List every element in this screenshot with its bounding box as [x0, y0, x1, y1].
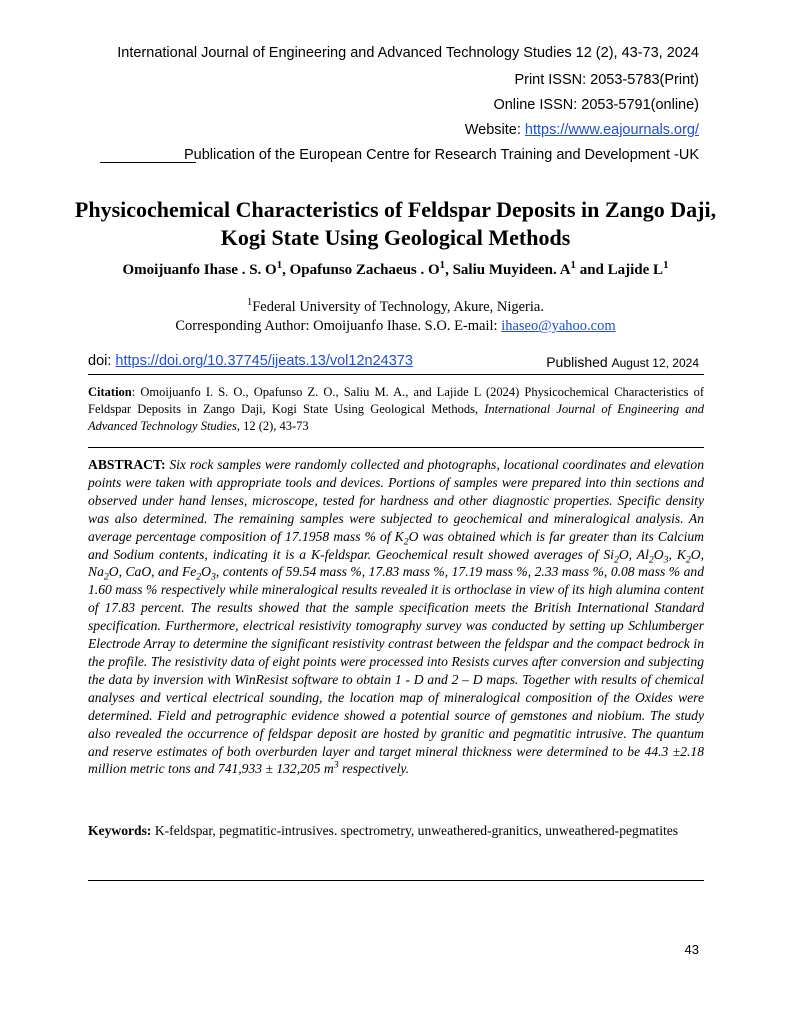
author-separator: and — [575, 262, 608, 278]
keywords-text: K-feldspar, pegmatitic-intrusives. spectrometry, unweathered-granitics, unweathered-pegmatites — [151, 823, 679, 838]
abstract-label: ABSTRACT: — [88, 457, 166, 472]
divider — [88, 880, 704, 881]
paper-title: Physicochemical Characteristics of Feldspar Deposits in Zango Daji, Kogi State Using Geological Methods — [74, 197, 717, 250]
divider — [88, 374, 704, 375]
author-list — [60, 259, 731, 279]
published-label: Published — [546, 354, 612, 370]
website-line — [465, 122, 699, 138]
author-separator: , — [282, 262, 290, 278]
doi-line — [88, 353, 413, 369]
citation-text: : Omoijuanfo I. S. O., Opafunso Z. O., Saliu M. A., and Lajide L (2024) Physicochemical Characteristics of Feldspar Deposits in Zango Daji, Kogi State Using Geological Methods, — [88, 385, 704, 416]
header-rule — [100, 162, 196, 163]
citation-label: Citation — [88, 385, 132, 399]
journal-header-line: International Journal of Engineering and Advanced Technology Studies 12 (2), 43-73, 2024 — [117, 45, 699, 61]
doi-link[interactable]: https://doi.org/10.37745/ijeats.13/vol12n24373 — [115, 353, 413, 369]
website-label: Website: — [464, 122, 525, 138]
author-name: Saliu Muyideen. A — [452, 262, 571, 278]
author-affiliation-marker: 1 — [663, 259, 669, 271]
author-separator: , — [445, 262, 453, 278]
citation-tail: , 12 (2), 43-73 — [236, 419, 309, 433]
author-affiliation-marker: 1 — [276, 259, 283, 271]
author-name: Omoijuanfo Ihase . S. O — [122, 262, 277, 278]
online-issn: Online ISSN: 2053-5791(online) — [493, 97, 699, 113]
keywords-block — [88, 822, 704, 840]
affiliation-marker: 1 — [247, 297, 253, 309]
doi-label: doi: — [88, 353, 116, 369]
abstract-block — [88, 456, 704, 778]
email-link[interactable]: ihaseo@yahoo.com — [501, 318, 616, 334]
website-link[interactable]: https://www.eajournals.org/ — [524, 122, 699, 138]
citation-journal: International Journal of Engineering and Advanced Technology Studies — [88, 402, 704, 433]
author-name: Opafunso Zachaeus . O — [289, 262, 440, 278]
author-affiliation-marker: 1 — [439, 259, 446, 271]
divider — [88, 447, 704, 448]
print-issn: Print ISSN: 2053-5783(Print) — [514, 72, 699, 88]
corresponding-text: Corresponding Author: Omoijuanfo Ihase. S.O. E-mail: — [175, 318, 502, 334]
publisher-line: Publication of the European Centre for Research Training and Development -UK — [183, 147, 699, 163]
affiliation-text: Federal University of Technology, Akure, Nigeria. — [252, 299, 544, 315]
corresponding-author — [60, 318, 731, 335]
published-date: August 12, 2024 — [611, 356, 699, 370]
published-line — [546, 354, 699, 370]
page-number: 43 — [684, 942, 699, 957]
affiliation — [60, 299, 731, 316]
author-name: Lajide L — [607, 262, 664, 278]
author-affiliation-marker: 1 — [570, 259, 576, 271]
citation-block — [88, 384, 704, 435]
keywords-label: Keywords: — [88, 823, 152, 838]
abstract-text: Six rock samples were randomly collected and photographs, locational coordinates and elevation points were taken with appropriate tools and devices. Portions of samples were prepared into thin sections and observed under hand lenses, microscope, tested for hardness and other diagnostic properties. Specific density was also determined. The remaining samples were subjected to geochemical and mineralogical analysis. An average percentage composition of 17.1958 mass % of $K_2O$ was obtained which is far greater than its Calcium and Sodium contents, indicating it is a K-feldspar. Geochemical result showed averages of $Si_2O$, $Al_2O_3$, $K_2O$, $Na_2O$, CaO, and $Fe_2O_3$, contents of 59.54 mass %, 17.83 mass %, 17.19 mass %, 2.33 mass %, 0.08 mass % and 1.60 mass % respectively while mineralogical results revealed it is orthoclase in view of its high alumina content of 17.83 percent. The results showed that the sample specification meets the British International Standard specification. Furthermore, electrical resistivity tomography survey was conducted by setting up Schlumberger Electrode Array to determine the significant resistivity contrast between the feldspar and the compact bedrock in the profile. The resistivity data of eight points were processed into Resists curves after conversion and subjecting the data by inversion with WinResist software to obtain 1 - D and 2 – D maps. Together with results of chemical analyses and vertical electrical sounding, the location map of mineralogical composition of the Oxides were determined. Field and petrographic evidence showed a potential source of gemstones and niobium. The study also revealed the occurrence of feldspar deposit are hosted by granitic and pegmatitic intrusive. The quantum and reserve estimates of both overburden layer and target mineral thickness were determined to be 44.3 ±2.18 million metric tons and 741,933 ± 132,205 $m^3$ respectively. — [88, 457, 705, 777]
